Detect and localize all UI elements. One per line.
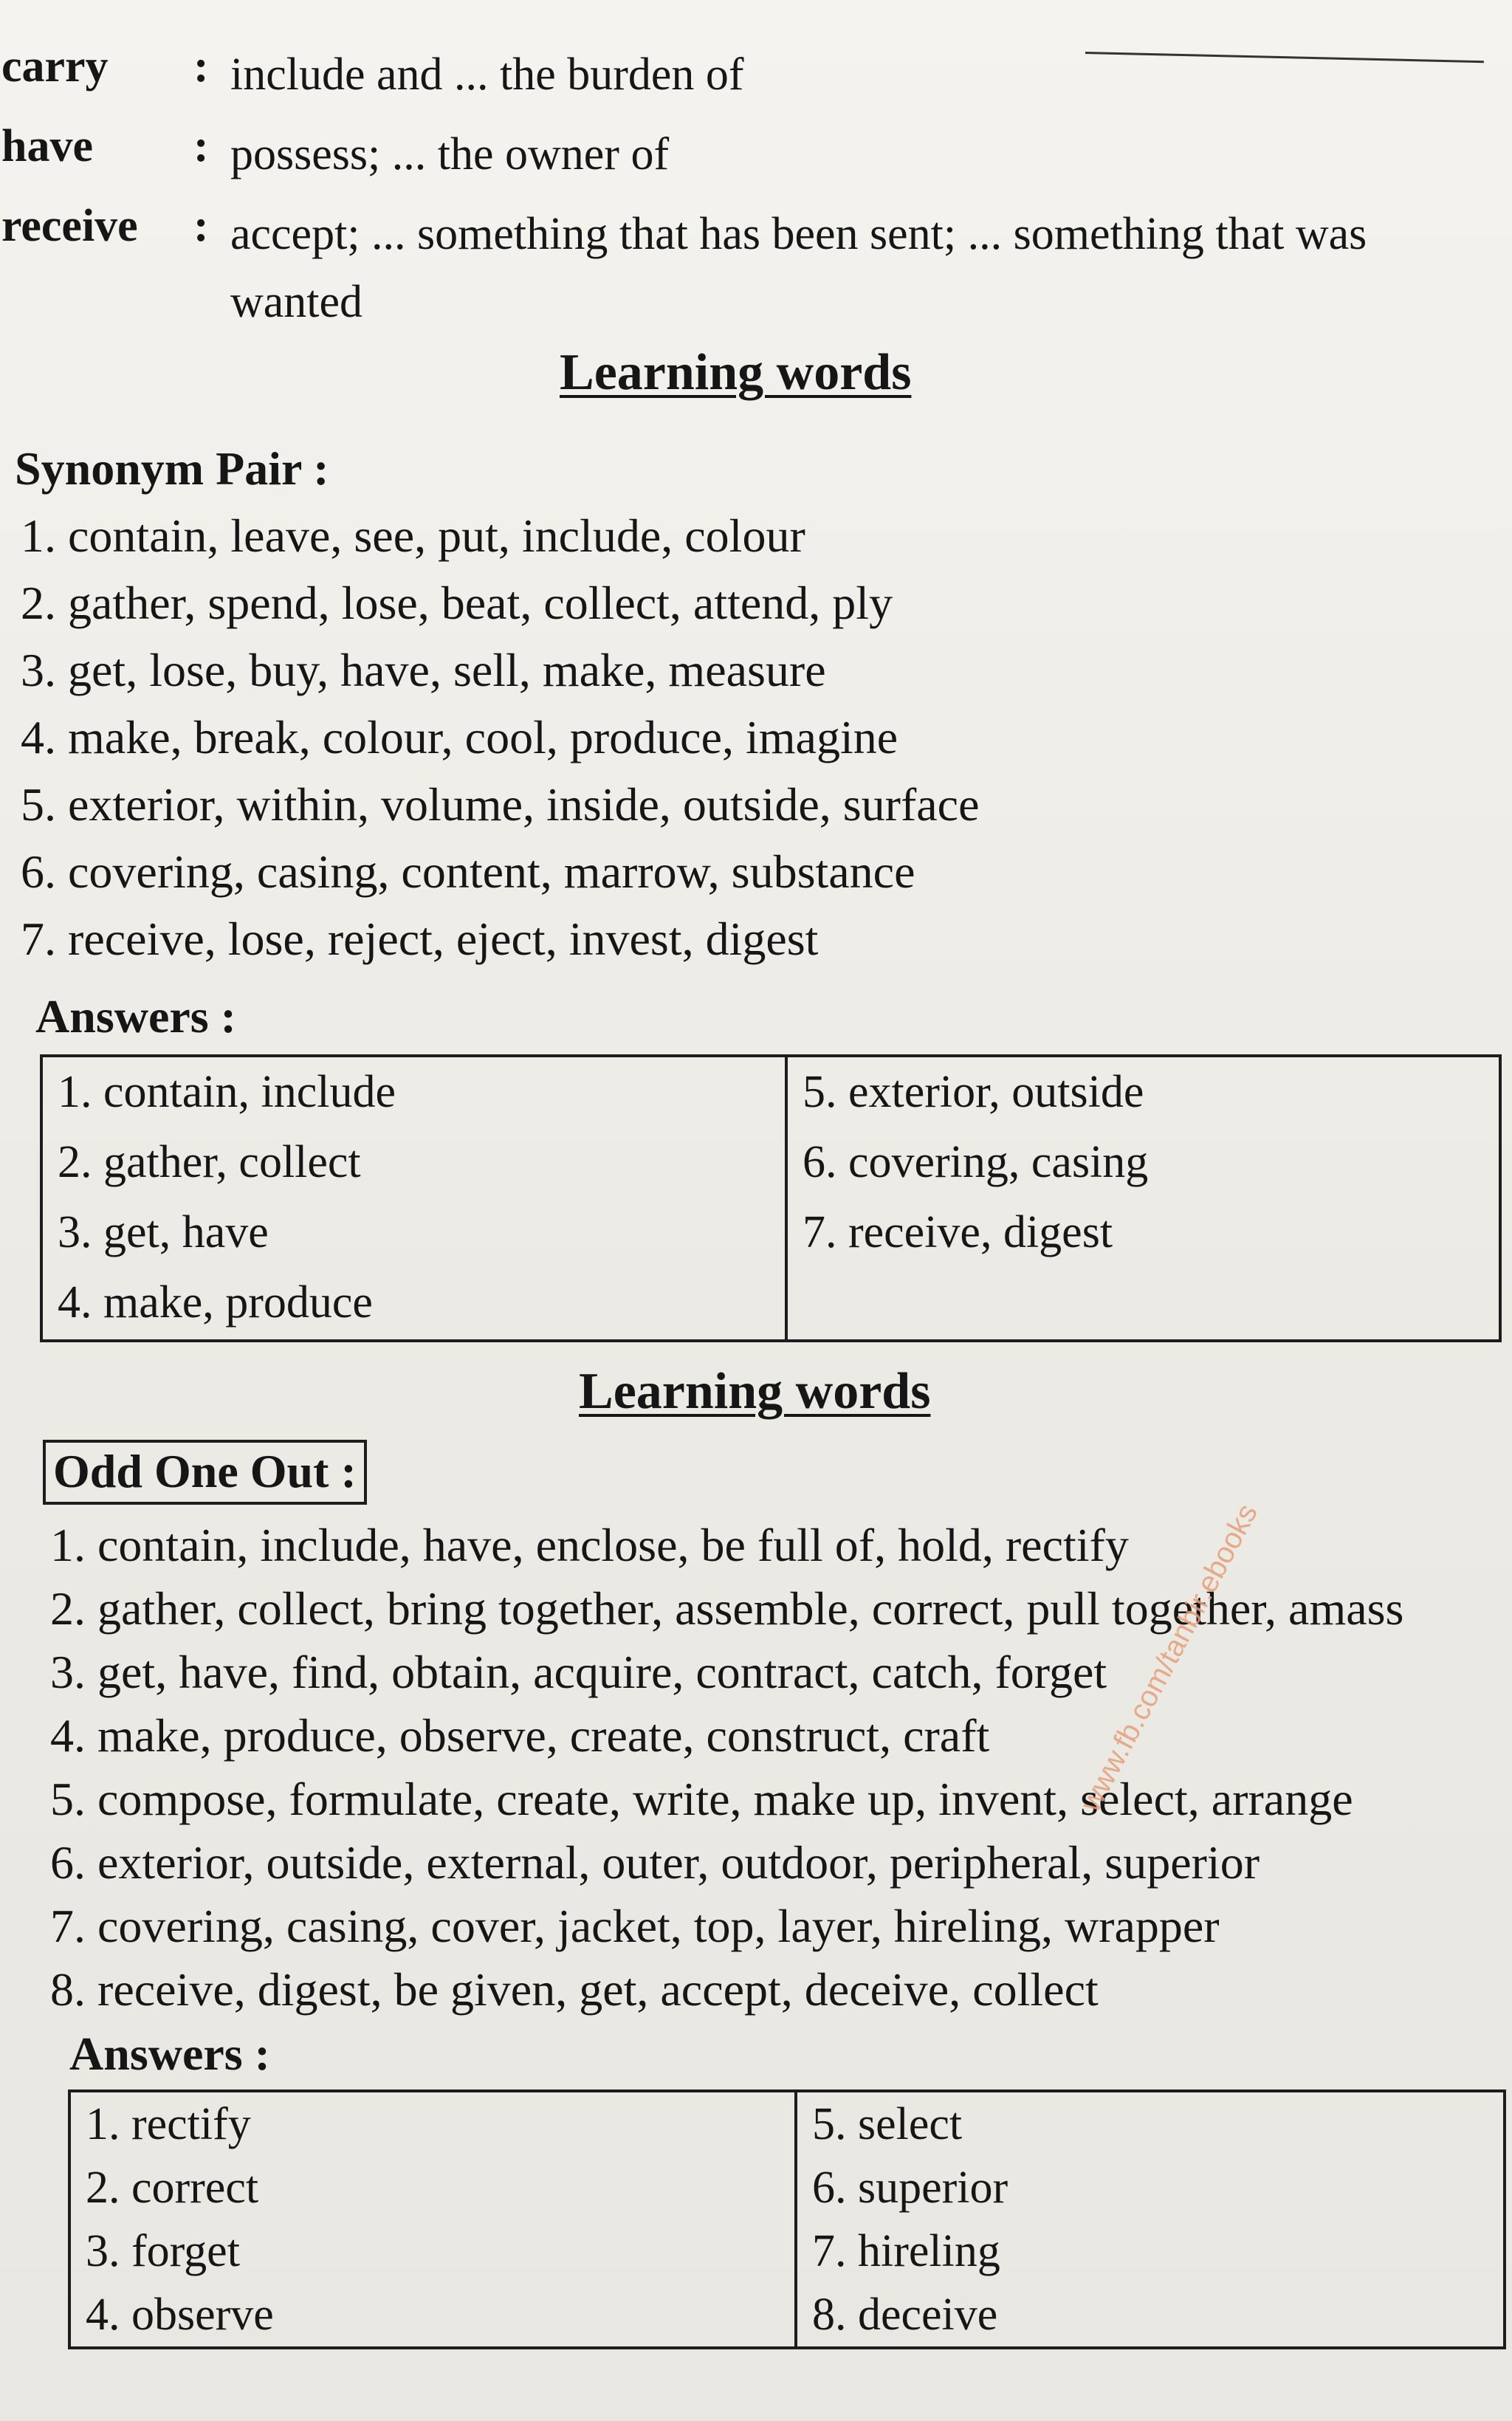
definition-text: accept; ... something that has been sent; ... something that was wanted — [230, 209, 1367, 327]
answer-item: 7. hireling — [812, 2226, 1000, 2276]
section-heading-synonyms: Learning words — [560, 344, 912, 401]
list-item: 4. make, produce, observe, create, construct, craft — [50, 1709, 990, 1762]
synonym-pair-title: Synonym Pair : — [15, 442, 329, 495]
answers-left-cell — [41, 1056, 786, 1341]
answer-item: 2. gather, collect — [58, 1137, 361, 1187]
list-item: 5. exterior, within, volume, inside, outside, surface — [21, 778, 980, 831]
list-item: 2. gather, spend, lose, beat, collect, attend, ply — [21, 577, 893, 629]
list-item: 2. gather, collect, bring together, assemble, correct, pull together, amass — [50, 1582, 1404, 1635]
definition-colon: : — [193, 201, 209, 251]
table-row — [41, 1056, 1500, 1341]
list-item: 7. receive, lose, reject, eject, invest, digest — [21, 913, 819, 965]
answers-right-cell — [796, 2091, 1505, 2348]
definition-text: possess; ... the owner of — [230, 129, 670, 179]
odd-one-out-title: Odd One Out : — [43, 1440, 367, 1505]
definition-text: include and ... the burden of — [230, 49, 744, 100]
list-item: 7. covering, casing, cover, jacket, top, layer, hireling, wrapper — [50, 1900, 1220, 1952]
list-item: 3. get, have, find, obtain, acquire, contract, catch, forget — [50, 1646, 1107, 1698]
definition-colon: : — [193, 121, 209, 171]
answers-right-cell — [786, 1056, 1500, 1341]
list-item: 6. exterior, outside, external, outer, outdoor, peripheral, superior — [50, 1836, 1260, 1889]
answer-item: 6. covering, casing — [803, 1137, 1149, 1187]
definition-colon: : — [193, 41, 209, 92]
definition-row — [0, 41, 1512, 120]
definition-row — [0, 120, 1512, 200]
list-item: 1. contain, leave, see, put, include, colour — [21, 509, 805, 562]
definition-term: have — [1, 121, 93, 171]
odd-one-out-answers-table — [68, 2089, 1506, 2349]
synonym-answers-label: Answers : — [35, 990, 236, 1043]
answer-item: 7. receive, digest — [803, 1207, 1113, 1257]
table-row — [69, 2091, 1505, 2348]
answer-item: 3. get, have — [58, 1207, 269, 1257]
answer-item: 8. deceive — [812, 2290, 998, 2340]
list-item: 3. get, lose, buy, have, sell, make, measure — [21, 644, 826, 696]
answer-item: 4. observe — [86, 2290, 274, 2340]
answer-item: 6. superior — [812, 2163, 1008, 2213]
answers-left-cell — [69, 2091, 796, 2348]
answer-item: 3. forget — [86, 2226, 240, 2276]
section-heading-odd-one-out: Learning words — [579, 1363, 931, 1420]
list-item: 6. covering, casing, content, marrow, substance — [21, 845, 915, 898]
list-item: 4. make, break, colour, cool, produce, imagine — [21, 711, 898, 763]
list-item: 8. receive, digest, be given, get, accept, deceive, collect — [50, 1963, 1099, 2016]
definition-term: carry — [1, 41, 109, 92]
synonym-answers-table — [40, 1054, 1502, 1342]
definition-term: receive — [1, 201, 138, 251]
answer-item: 5. select — [812, 2099, 963, 2149]
list-item: 5. compose, formulate, create, write, make up, invent, select, arrange — [50, 1773, 1353, 1825]
answer-item: 4. make, produce — [58, 1277, 373, 1328]
answer-item: 5. exterior, outside — [803, 1067, 1144, 1117]
answer-item: 1. rectify — [86, 2099, 251, 2149]
definition-list — [0, 41, 1512, 348]
list-item: 1. contain, include, have, enclose, be full of, hold, rectify — [50, 1519, 1129, 1571]
definition-row — [0, 200, 1512, 348]
watermark-text: www.fb.com/tanbir.ebooks — [1074, 1498, 1264, 1817]
answer-item: 1. contain, include — [58, 1067, 396, 1117]
synonym-question-list — [21, 502, 979, 972]
odd-one-out-answers-label: Answers : — [69, 2027, 270, 2080]
answer-item: 2. correct — [86, 2163, 259, 2213]
